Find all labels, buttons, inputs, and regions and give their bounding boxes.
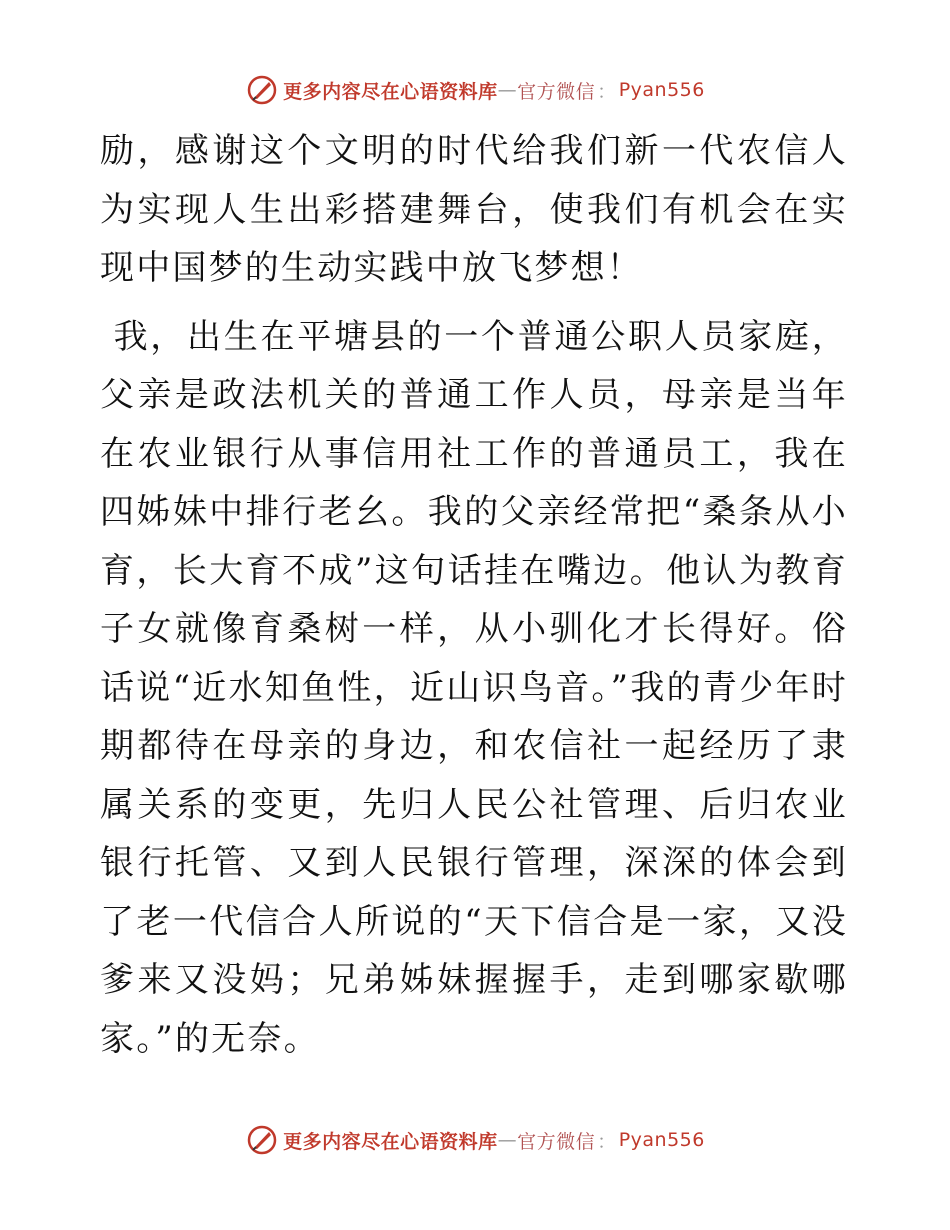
paragraph-2: 我，出生在平塘县的一个普通公职人员家庭，父亲是政法机关的普通工作人员，母亲是当年在农业银行从事信用社工作的普通员工，我在四姊妹中排行老幺。我的父亲经常把“桑条从小育，长大育不成”这句话挂在嘴边。他认为教育子女就像育桑树一样，从小驯化才长得好。俗话说“近水知鱼性，近山识鸟音。”我的青少年时期都待在母亲的身边，和农信社一起经历了隶属关系的变更，先归人民公社管理、后归农业银行托管、又到人民银行管理，深深的体会到了老一代信合人所说的“天下信合是一家，又没爹来又没妈；兄弟姊妹握握手，走到哪家歇哪家。”的无奈。 bbox=[100, 316, 848, 1059]
wechat-id: Pyan556 bbox=[618, 1129, 705, 1151]
banner-separator: ： bbox=[597, 80, 617, 103]
footer-watermark bbox=[0, 1120, 950, 1160]
banner-dash: — bbox=[497, 79, 518, 101]
wechat-id: Pyan556 bbox=[618, 79, 705, 101]
quill-logo-icon bbox=[245, 1123, 279, 1157]
site-name: 更多内容尽在心语资料库 bbox=[283, 80, 498, 103]
banner-separator: ： bbox=[597, 1130, 617, 1153]
header-watermark bbox=[0, 70, 950, 110]
wechat-label: 官方微信 bbox=[517, 1130, 596, 1153]
site-name: 更多内容尽在心语资料库 bbox=[283, 1130, 498, 1153]
banner-dash: — bbox=[497, 1129, 518, 1151]
wechat-label: 官方微信 bbox=[517, 80, 596, 103]
quill-logo-icon bbox=[245, 73, 279, 107]
document-body bbox=[100, 122, 848, 1068]
paragraph-1: 励，感谢这个文明的时代给我们新一代农信人为实现人生出彩搭建舞台，使我们有机会在实现中国梦的生动实践中放飞梦想！ bbox=[100, 131, 848, 288]
